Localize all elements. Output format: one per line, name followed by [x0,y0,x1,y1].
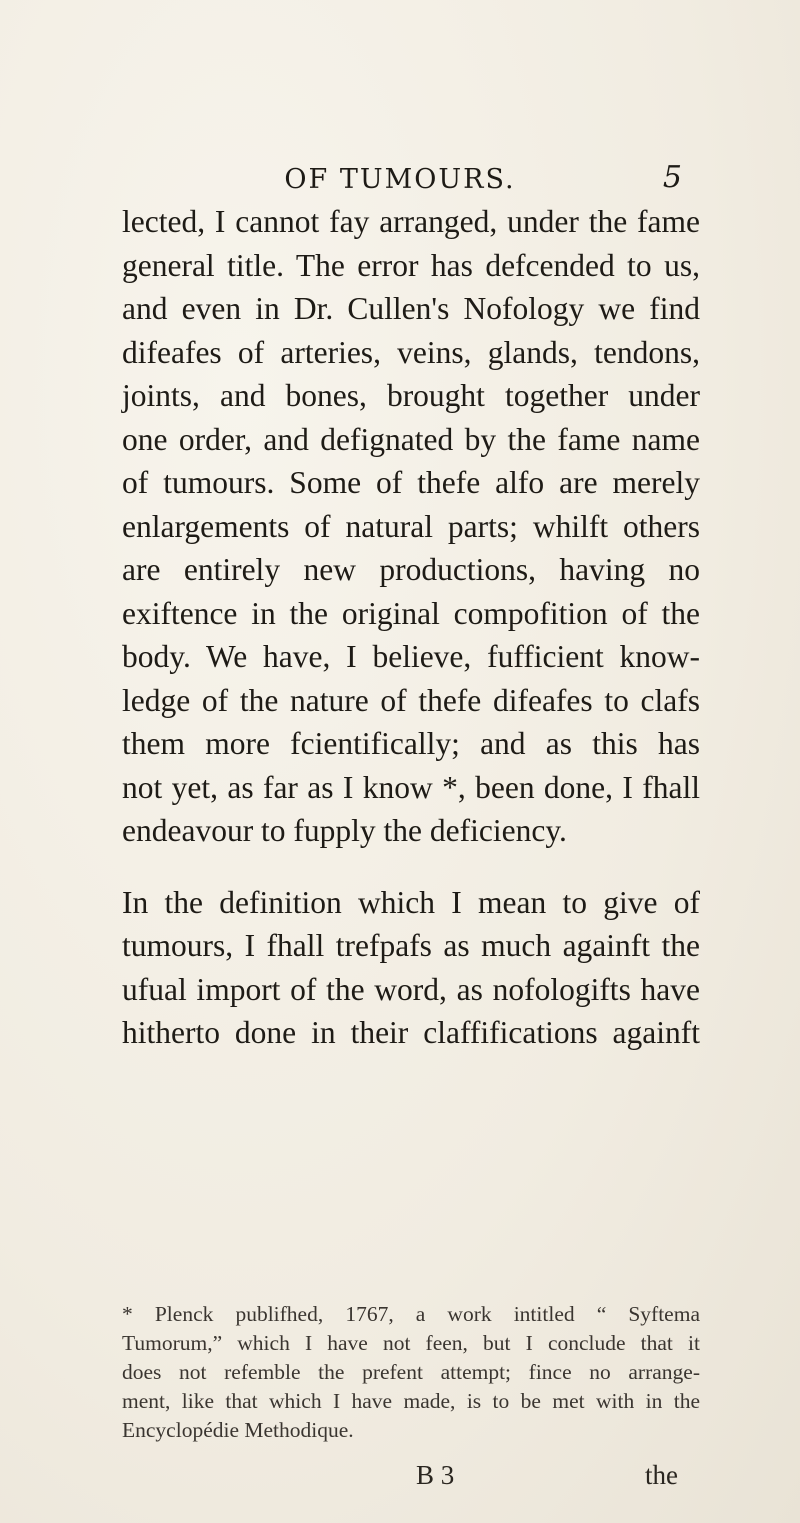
text-line: and even in Dr. Cullen's Nofology we find [122,291,700,326]
text-line: hitherto done in their claffifications againft [122,1015,700,1050]
footnote-line: does not refemble the prefent attempt; fince no arrange- [122,1360,700,1384]
text-line: endeavour to fupply the deficiency. [122,813,567,848]
signature-mark: B 3 [416,1460,455,1490]
text-line: not yet, as far as I know *, been done, I fhall [122,769,700,805]
footnote-line: ment, like that which I have made, is to be met with in the [122,1389,700,1413]
footnote [122,1300,700,1445]
page-footer [0,1460,800,1496]
running-head [0,160,800,200]
text-line: joints, and bones, brought together under [122,378,700,413]
text-line: general title. The error has defcended to us, [122,247,700,283]
text-line: body. We have, I believe, fufficient know- [122,639,700,674]
text-line: ufual import of the word, as nofologifts have [122,971,700,1007]
text-line: enlargements of natural parts; whilft others [122,508,700,544]
text-line: of tumours. Some of thefe alfo are merely [122,465,700,500]
text-line: lected, I cannot fay arranged, under the fame [122,204,700,239]
page-number: 5 [662,160,682,195]
text-line: In the definition which I mean to give of [122,884,700,920]
text-line: ledge of the nature of thefe difeafes to clafs [122,682,700,718]
footnote-line: Encyclopédie Methodique. [122,1418,354,1442]
paragraph [122,881,700,1055]
text-line: difeafes of arteries, veins, glands, tendons, [122,334,700,370]
footnote-line: * Plenck publifhed, 1767, a work intitled “ Syftema [122,1302,700,1326]
catchword: the [645,1460,678,1490]
text-line: one order, and defignated by the fame name [122,421,700,457]
text-line: them more fcientifically; and as this has [122,726,700,761]
body-text [122,200,700,1055]
paragraph [122,200,700,853]
paragraph-gap [122,853,700,881]
text-line: exiftence in the original compofition of the [122,595,700,631]
footnote-line: Tumorum,” which I have not feen, but I conclude that it [122,1331,700,1355]
text-line: tumours, I fhall trefpafs as much againft the [122,928,700,963]
text-line: are entirely new productions, having no [122,552,700,587]
running-title: OF TUMOURS. [284,164,516,195]
